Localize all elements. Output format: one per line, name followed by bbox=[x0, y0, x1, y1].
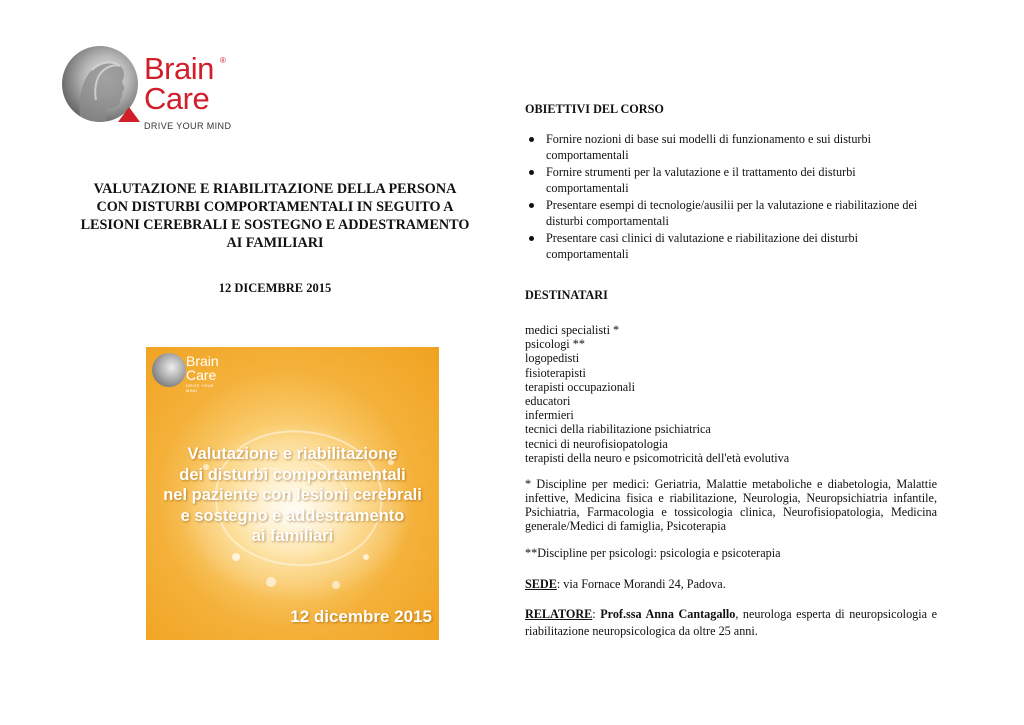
poster-logo-tagline: DRIVE YOUR MIND bbox=[186, 383, 214, 393]
logo-brand-line2: Care bbox=[144, 81, 210, 116]
list-item: medici specialisti * bbox=[525, 323, 620, 337]
poster-title-line: nel paziente con lesioni cerebrali bbox=[163, 486, 422, 504]
list-item: logopedisti bbox=[525, 351, 580, 366]
recipients-heading: DESTINATARI bbox=[525, 288, 608, 302]
list-item: Fornire strumenti per la valutazione e il trattamento dei disturbi comportamentali bbox=[525, 164, 937, 196]
poster-logo-wordmark bbox=[186, 354, 219, 382]
speaker-text: , neurologa esperta di neuropsicologia e riabilitazione neuropsicologica da oltre 25 anni. bbox=[525, 607, 937, 639]
venue bbox=[525, 576, 937, 592]
speaker-name: Prof.ssa Anna Cantagallo bbox=[600, 607, 736, 622]
list-item: Presentare casi clinici di valutazione e riabilitazione dei disturbi comportamentali bbox=[525, 230, 937, 262]
objectives-heading: OBIETTIVI DEL CORSO bbox=[525, 102, 664, 116]
list-item: terapisti occupazionali bbox=[525, 379, 635, 394]
speaker bbox=[525, 606, 937, 640]
speaker-label: RELATORE bbox=[525, 607, 593, 622]
registered-mark: ® bbox=[220, 56, 226, 65]
poster-logo bbox=[152, 353, 222, 393]
objectives-list bbox=[525, 131, 937, 262]
recipients-list bbox=[525, 323, 937, 465]
poster-logo-line2: Care bbox=[186, 367, 217, 383]
venue-label: SEDE bbox=[525, 577, 557, 592]
speaker-separator: : bbox=[592, 607, 601, 622]
logo-brand-line1: Brain bbox=[144, 51, 214, 86]
poster-title bbox=[146, 444, 439, 547]
list-item: educatori bbox=[525, 394, 571, 409]
poster-date: 12 dicembre 2015 bbox=[290, 607, 432, 626]
brain-care-logo bbox=[62, 44, 232, 138]
list-item: infermieri bbox=[525, 408, 574, 423]
doctors-disciplines-note: * Discipline per medici: Geriatria, Malattie metaboliche e diabetologia, Malattie infettive, Medicina fisica e riabilitazione, Neurologia, Neuropsichiatria infantile, Psichiatria, Farmacologia e tossicologia clinica, Neurofisiopatologia, Medicina generale/Medici di famiglia, Psicoterapia bbox=[525, 477, 937, 534]
list-item: fisioterapisti bbox=[525, 365, 586, 380]
poster-bust-icon bbox=[152, 353, 186, 387]
list-item: tecnici della riabilitazione psichiatrica bbox=[525, 422, 711, 437]
poster-title-line: dei disturbi comportamentali bbox=[179, 465, 406, 484]
poster-title-line: ai familiari bbox=[251, 527, 334, 545]
event-date: 12 DICEMBRE 2015 bbox=[218, 281, 332, 295]
logo-tagline: DRIVE YOUR MIND bbox=[144, 121, 232, 131]
list-item: terapisti della neuro e psicomotricità dell'età evolutiva bbox=[525, 450, 790, 465]
psychologists-disciplines-note: **Discipline per psicologi: psicologia e psicoterapia bbox=[525, 546, 781, 561]
poster-title-line: e sostegno e addestramento bbox=[180, 506, 405, 525]
document-title: VALUTAZIONE E RIABILITAZIONE DELLA PERSONA CON DISTURBI COMPORTAMENTALI IN SEGUITO A LESIONI CEREBRALI E SOSTEGNO E ADDESTRAMENTO AI FAMILIARI bbox=[80, 181, 470, 251]
list-item: psicologi ** bbox=[525, 337, 585, 352]
logo-triangle-icon bbox=[118, 107, 140, 122]
poster-logo-line1: Brain bbox=[186, 353, 219, 369]
event-poster bbox=[146, 347, 439, 640]
venue-text: : via Fornace Morandi 24, Padova. bbox=[556, 577, 726, 592]
poster-title-line: Valutazione e riabilitazione bbox=[187, 445, 398, 463]
list-item: Presentare esempi di tecnologie/ausilii per la valutazione e riabilitazione dei disturbi comportamentali bbox=[525, 197, 937, 229]
list-item: tecnici di neurofisiopatologia bbox=[525, 436, 668, 451]
list-item: Fornire nozioni di base sui modelli di funzionamento e sui disturbi comportamentali bbox=[525, 131, 937, 163]
course-details bbox=[525, 101, 937, 640]
